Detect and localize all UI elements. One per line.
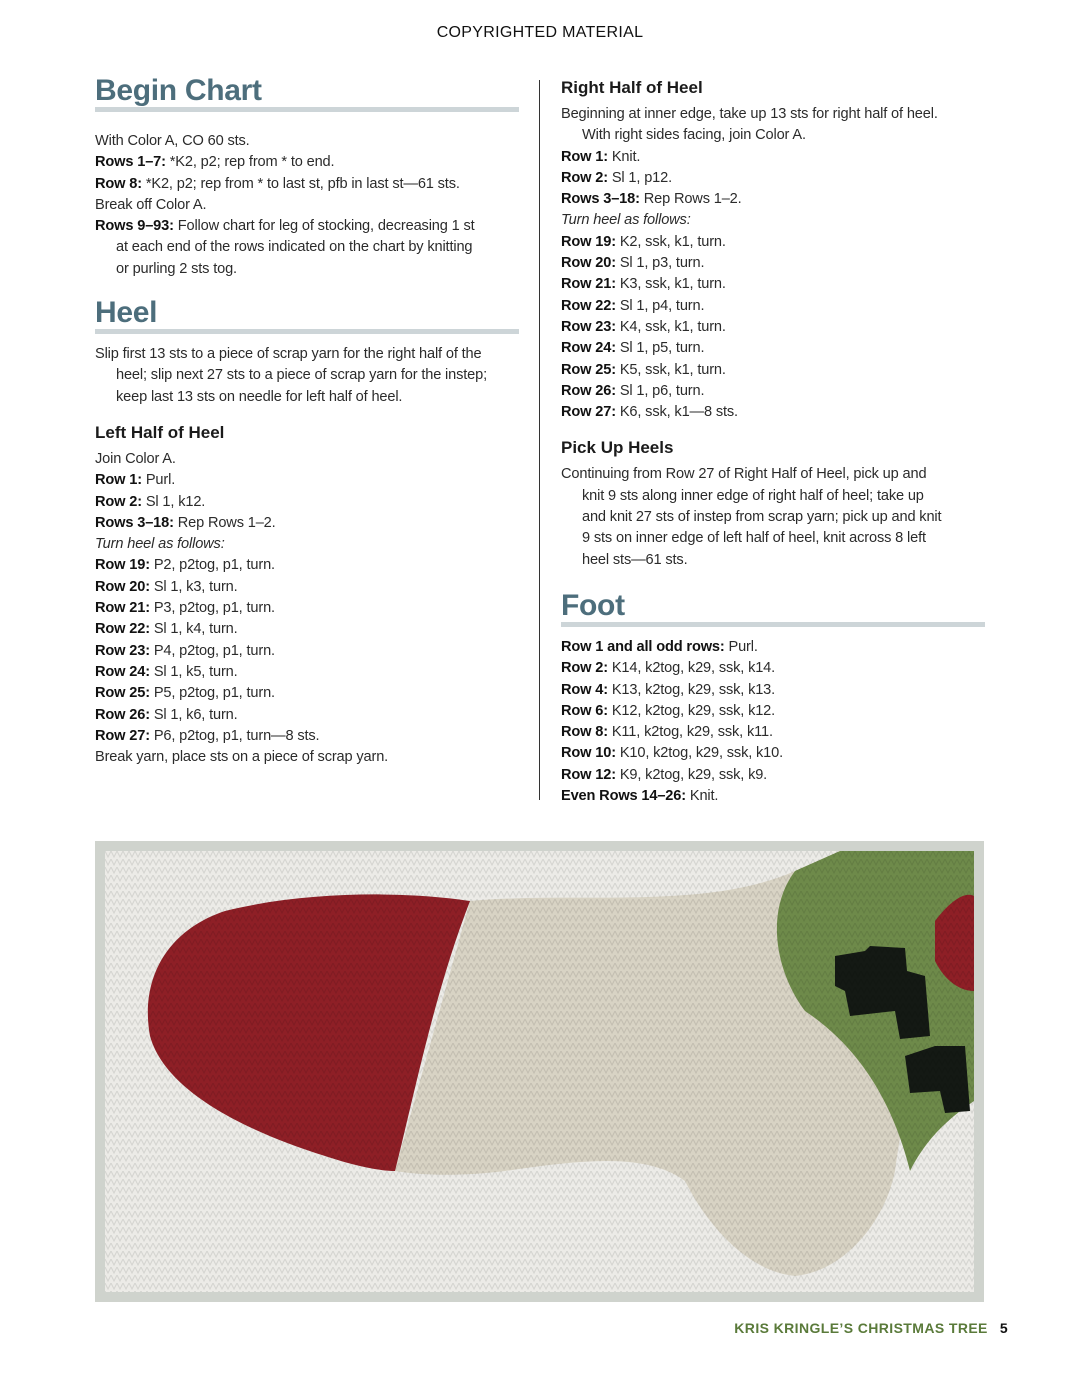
instruction-line xyxy=(561,296,985,317)
row-label: Rows 9–93: xyxy=(95,218,178,235)
knit-texture xyxy=(105,851,974,1292)
instruction-text: or purling 2 sts tog. xyxy=(116,260,237,277)
row-label: Row 8: xyxy=(95,175,146,192)
instruction-text: Follow chart for leg of stocking, decreasing 1 st xyxy=(177,218,475,235)
instruction-text: *K2, p2; rep from * to end. xyxy=(169,154,335,171)
stocking-photo xyxy=(105,851,974,1292)
instruction-line xyxy=(95,195,519,216)
instruction-line xyxy=(561,317,985,338)
instruction-text: heel; slip next 27 sts to a piece of scrap yarn for the instep; xyxy=(116,367,488,384)
instruction-text: Purl. xyxy=(145,472,176,489)
row-label: Row 20: xyxy=(561,255,620,272)
section-title-begin-chart: Begin Chart xyxy=(95,76,519,112)
instruction-line xyxy=(561,743,985,764)
instruction-text: Sl 1, k12. xyxy=(145,493,206,510)
row-label: Row 1: xyxy=(95,472,146,489)
instruction-text: knit 9 sts along inner edge of right half of heel; take up xyxy=(582,487,924,504)
instruction-text: Knit. xyxy=(611,148,641,165)
row-label: Row 10: xyxy=(561,745,620,762)
instruction-line xyxy=(95,619,519,640)
instruction-text: K3, ssk, k1, turn. xyxy=(619,276,726,293)
instruction-text: Rep Rows 1–2. xyxy=(643,191,742,208)
instruction-text: Beginning at inner edge, take up 13 sts for right half of heel. xyxy=(561,106,938,122)
instruction-line xyxy=(95,237,519,258)
instruction-text: Sl 1, k4, turn. xyxy=(153,621,238,638)
right-column xyxy=(561,76,985,807)
instruction-text: Break yarn, place sts on a piece of scrap yarn. xyxy=(95,749,389,766)
instruction-line xyxy=(95,449,519,470)
column-divider xyxy=(539,80,540,800)
instruction-line xyxy=(95,470,519,491)
row-label: Rows 3–18: xyxy=(561,191,644,208)
instruction-text: K11, k2tog, k29, ssk, k11. xyxy=(611,724,773,741)
instruction-line xyxy=(95,174,519,195)
stocking-photo-frame xyxy=(95,841,984,1302)
row-label: Row 2: xyxy=(95,493,146,510)
instruction-text: Break off Color A. xyxy=(95,196,207,213)
subsection-title-pick-up-heels: Pick Up Heels xyxy=(561,438,674,458)
row-label: Row 25: xyxy=(95,685,154,702)
row-label: Row 23: xyxy=(95,642,154,659)
instruction-line xyxy=(561,381,985,402)
row-label: Row 4: xyxy=(561,681,612,698)
instruction-line xyxy=(95,641,519,662)
instruction-line xyxy=(95,577,519,598)
italic-note: Turn heel as follows: xyxy=(95,536,225,553)
row-label: Row 24: xyxy=(561,340,620,357)
row-label: Row 21: xyxy=(561,276,620,293)
row-label: Rows 1–7: xyxy=(95,154,170,171)
instruction-line xyxy=(95,662,519,683)
instruction-line xyxy=(561,189,985,210)
instruction-text: Purl. xyxy=(728,638,758,655)
instruction-line xyxy=(95,152,519,173)
row-label: Row 27: xyxy=(561,404,620,421)
instruction-text: K12, k2tog, k29, ssk, k12. xyxy=(611,702,776,719)
right-half-heel-instructions xyxy=(561,104,985,423)
instruction-text: With Color A, CO 60 sts. xyxy=(95,133,250,149)
instruction-text: heel sts—61 sts. xyxy=(582,551,688,568)
instruction-line xyxy=(561,168,985,189)
instruction-line xyxy=(561,765,985,786)
pick-up-heels-instructions xyxy=(561,464,985,570)
instruction-line xyxy=(561,232,985,253)
instruction-text: Join Color A. xyxy=(95,450,176,467)
instruction-text: P2, p2tog, p1, turn. xyxy=(153,557,275,574)
instruction-text: K5, ssk, k1, turn. xyxy=(619,361,726,378)
instruction-line xyxy=(95,683,519,704)
instruction-text: Rep Rows 1–2. xyxy=(177,514,276,531)
instruction-line xyxy=(561,680,985,701)
instruction-text: Sl 1, p6, turn. xyxy=(619,382,705,399)
instruction-text: and knit 27 sts of instep from scrap yarn; pick up and knit xyxy=(582,509,942,526)
instruction-line xyxy=(561,147,985,168)
instruction-text: K4, ssk, k1, turn. xyxy=(619,318,726,335)
instruction-text: P4, p2tog, p1, turn. xyxy=(153,642,275,659)
row-label: Rows 3–18: xyxy=(95,514,178,531)
instruction-line xyxy=(561,786,985,807)
page-number: 5 xyxy=(999,1320,1008,1336)
page-footer xyxy=(734,1320,1008,1336)
instruction-text: P3, p2tog, p1, turn. xyxy=(153,600,275,617)
row-label: Row 26: xyxy=(95,706,154,723)
instruction-line xyxy=(95,598,519,619)
foot-instructions xyxy=(561,637,985,807)
row-label: Row 2: xyxy=(561,660,612,677)
row-label: Row 6: xyxy=(561,702,612,719)
instruction-line xyxy=(95,492,519,513)
row-label: Row 19: xyxy=(561,233,620,250)
instruction-text: K9, k2tog, k29, ssk, k9. xyxy=(619,766,768,783)
instruction-text: at each end of the rows indicated on the chart by knitting xyxy=(116,239,473,256)
instruction-line xyxy=(561,464,985,485)
instruction-text: P5, p2tog, p1, turn. xyxy=(153,685,275,702)
instruction-line xyxy=(95,387,519,408)
instruction-line xyxy=(561,338,985,359)
row-label: Row 12: xyxy=(561,766,620,783)
instruction-line xyxy=(561,637,985,658)
instruction-text: Sl 1, k6, turn. xyxy=(153,706,238,723)
row-label: Row 27: xyxy=(95,727,154,744)
copyright-notice: COPYRIGHTED MATERIAL xyxy=(436,24,644,41)
instruction-line xyxy=(95,747,519,768)
row-label: Row 1 and all odd rows: xyxy=(561,638,729,655)
instruction-text: Continuing from Row 27 of Right Half of Heel, pick up and xyxy=(561,466,927,483)
heel-instructions xyxy=(95,344,519,408)
row-label: Row 21: xyxy=(95,600,154,617)
left-column xyxy=(95,76,519,768)
row-label: Row 26: xyxy=(561,382,620,399)
subsection-title-right-half-of-heel: Right Half of Heel xyxy=(561,78,703,97)
instruction-text: Sl 1, k5, turn. xyxy=(153,663,238,680)
row-label: Row 23: xyxy=(561,318,620,335)
instruction-line xyxy=(561,253,985,274)
subsection-title-left-half-of-heel: Left Half of Heel xyxy=(95,422,225,442)
instruction-line xyxy=(95,705,519,726)
instruction-line xyxy=(95,131,519,152)
instruction-line xyxy=(561,701,985,722)
instruction-line xyxy=(95,726,519,747)
instruction-line xyxy=(561,104,985,125)
instruction-text: K6, ssk, k1—8 sts. xyxy=(619,404,738,421)
row-label: Row 22: xyxy=(95,621,154,638)
instruction-line xyxy=(95,344,519,365)
instruction-text: Sl 1, p5, turn. xyxy=(619,340,705,357)
instruction-line xyxy=(95,513,519,534)
instruction-text: Sl 1, p3, turn. xyxy=(619,255,705,272)
instruction-text: *K2, p2; rep from * to last st, pfb in last st—61 sts. xyxy=(145,175,460,192)
instruction-line xyxy=(561,125,985,146)
instruction-line xyxy=(561,486,985,507)
instruction-line xyxy=(95,216,519,237)
instruction-text: K10, k2tog, k29, ssk, k10. xyxy=(619,745,784,762)
instruction-line xyxy=(561,722,985,743)
instruction-line xyxy=(561,210,985,231)
italic-note: Turn heel as follows: xyxy=(561,212,691,229)
begin-chart-instructions xyxy=(95,131,519,280)
instruction-line xyxy=(561,360,985,381)
instruction-text: Sl 1, p12. xyxy=(611,169,673,186)
row-label: Row 19: xyxy=(95,557,154,574)
row-label: Row 8: xyxy=(561,724,612,741)
row-label: Row 24: xyxy=(95,663,154,680)
instruction-text: Sl 1, k3, turn. xyxy=(153,578,238,595)
instruction-text: P6, p2tog, p1, turn—8 sts. xyxy=(153,727,320,744)
instruction-line xyxy=(561,550,985,571)
section-title-heel: Heel xyxy=(95,298,519,334)
section-title-foot: Foot xyxy=(561,591,985,627)
row-label: Row 2: xyxy=(561,169,612,186)
row-label: Even Rows 14–26: xyxy=(561,788,690,805)
instruction-text: With right sides facing, join Color A. xyxy=(582,127,806,144)
instruction-line xyxy=(561,402,985,423)
left-half-heel-instructions xyxy=(95,449,519,768)
row-label: Row 1: xyxy=(561,148,612,165)
instruction-text: K14, k2tog, k29, ssk, k14. xyxy=(611,660,776,677)
instruction-text: K2, ssk, k1, turn. xyxy=(619,233,726,250)
instruction-text: Slip first 13 sts to a piece of scrap yarn for the right half of the xyxy=(95,346,482,363)
instruction-line xyxy=(95,555,519,576)
instruction-text: Sl 1, p4, turn. xyxy=(619,297,705,314)
instruction-line xyxy=(561,658,985,679)
instruction-line xyxy=(561,528,985,549)
instruction-line xyxy=(561,507,985,528)
instruction-line xyxy=(561,274,985,295)
instruction-text: K13, k2tog, k29, ssk, k13. xyxy=(611,681,776,698)
instruction-line xyxy=(95,365,519,386)
instruction-text: Knit. xyxy=(689,788,719,805)
instruction-line xyxy=(95,259,519,280)
instruction-line xyxy=(95,534,519,555)
row-label: Row 20: xyxy=(95,578,154,595)
footer-book-title: KRIS KRINGLE’S CHRISTMAS TREE xyxy=(734,1320,988,1336)
row-label: Row 25: xyxy=(561,361,620,378)
instruction-text: 9 sts on inner edge of left half of heel, knit across 8 left xyxy=(582,530,926,547)
row-label: Row 22: xyxy=(561,297,620,314)
instruction-text: keep last 13 sts on needle for left half of heel. xyxy=(116,388,403,405)
